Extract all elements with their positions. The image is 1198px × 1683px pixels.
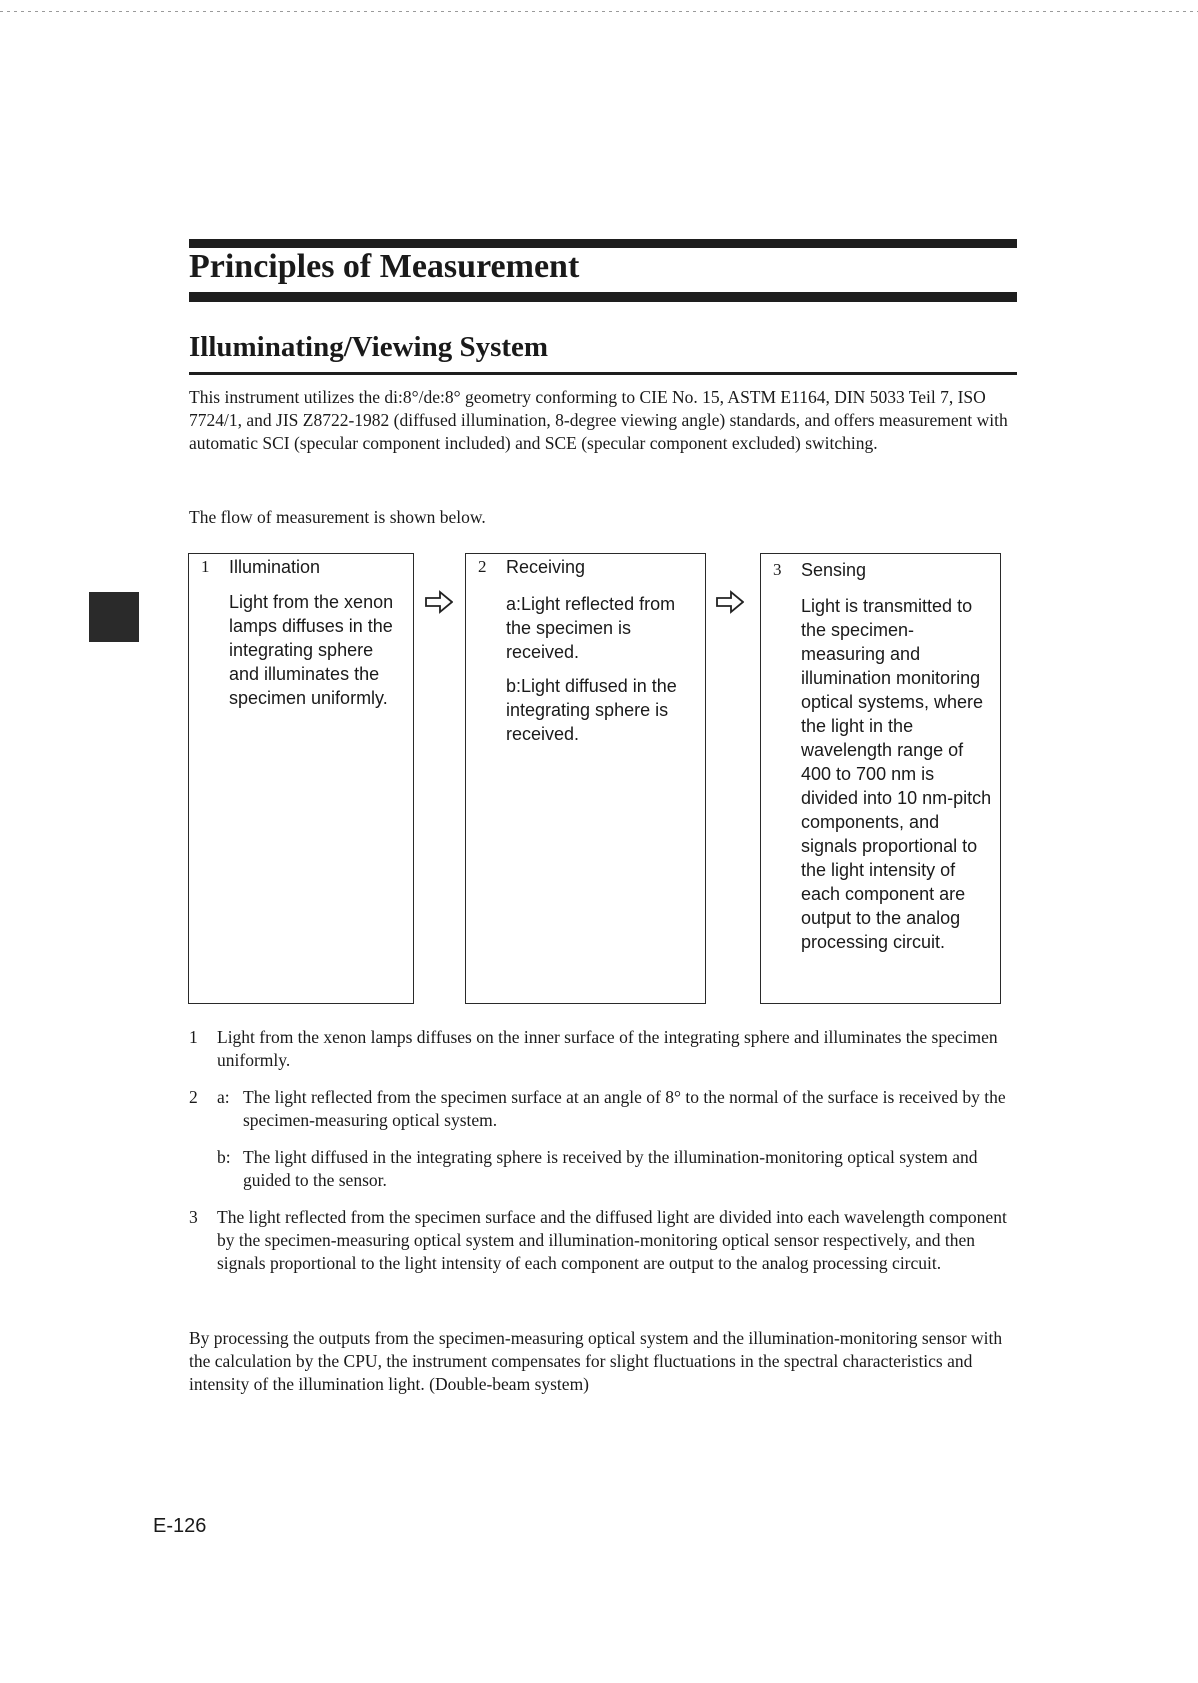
note-3 [189, 1206, 1019, 1275]
note-text: Light from the xenon lamps diffuses on the inner surface of the integrating sphere and illuminates the specimen uniformly. [217, 1027, 998, 1070]
hollow-right-arrow-icon [425, 590, 453, 614]
box-label: Receiving [506, 557, 586, 577]
flow-box-receiving [465, 553, 706, 1004]
note-text: The light reflected from the specimen surface and the diffused light are divided into each wavelength component by the specimen-measuring optical system and illumination-monitoring optical sensor respectively, and then signals proportional to the light intensity of each component are output to the analog processing circuit. [217, 1207, 1007, 1273]
note-sub-text: The light diffused in the integrating sphere is received by the illumination-monitoring optical system and guided to the sensor. [243, 1147, 978, 1190]
notes-list [189, 1026, 1019, 1289]
box-label: Sensing [801, 560, 867, 580]
note-2 [189, 1086, 1019, 1192]
box-number: 1 [201, 557, 210, 576]
note-number: 1 [189, 1027, 198, 1047]
section-tab-marker [89, 592, 139, 642]
note-1 [189, 1026, 1019, 1072]
note-sub-label: b: [217, 1147, 231, 1167]
flow-box-illumination [188, 553, 414, 1004]
box-label: Illumination [229, 557, 321, 577]
box-text: Light from the xenon lamps diffuses in the integrating sphere and illuminates the specimen uniformly. [229, 592, 394, 708]
box-text-b: b:Light diffused in the integrating sphere is received. [506, 676, 677, 744]
flow-box-sensing [760, 553, 1001, 1004]
page-number: E-126 [153, 1515, 207, 1537]
note-number: 3 [189, 1207, 198, 1227]
section-rule [189, 372, 1017, 375]
note-number: 2 [189, 1087, 198, 1107]
note-sub-text: The light reflected from the specimen surface at an angle of 8° to the normal of the surface is received by the specimen-measuring optical system. [243, 1087, 1006, 1130]
chapter-rule-bottom [189, 292, 1017, 302]
box-text-a: a:Light reflected from the specimen is received. [506, 594, 676, 662]
flow-intro: The flow of measurement is shown below. [189, 507, 486, 527]
box-number: 2 [478, 557, 487, 576]
note-2a [217, 1086, 1019, 1132]
intro-paragraph: This instrument utilizes the di:8°/de:8° geometry conforming to CIE No. 15, ASTM E1164, DIN 5033 Teil 7, ISO 7724/1, and JIS Z8722-1982 (diffused illumination, 8-degree viewing angle) standards, and offers measurement with automatic SCI (specular component included) and SCE (specular component excluded) switching. [189, 387, 1008, 453]
hollow-right-arrow-icon [716, 590, 744, 614]
closing-paragraph: By processing the outputs from the specimen-measuring optical system and the illumination-monitoring sensor with the calculation by the CPU, the instrument compensates for slight fluctuations in the spectral characteristics and intensity of the illumination light. (Double-beam system) [189, 1328, 1003, 1394]
box-number: 3 [773, 560, 782, 579]
chapter-title: Principles of Measurement [189, 248, 580, 285]
note-2b [217, 1146, 1019, 1192]
scan-top-edge [0, 11, 1198, 12]
box-text: Light is transmitted to the specimen-measuring and illumination monitoring optical systems, where the light in the wavelength range of 400 to 700 nm is divided into 10 nm-pitch components, and signals proportional to the light intensity of each component are output to the analog processing circuit. [801, 596, 992, 952]
section-title: Illuminating/Viewing System [189, 331, 549, 363]
note-sub-label: a: [217, 1087, 230, 1107]
